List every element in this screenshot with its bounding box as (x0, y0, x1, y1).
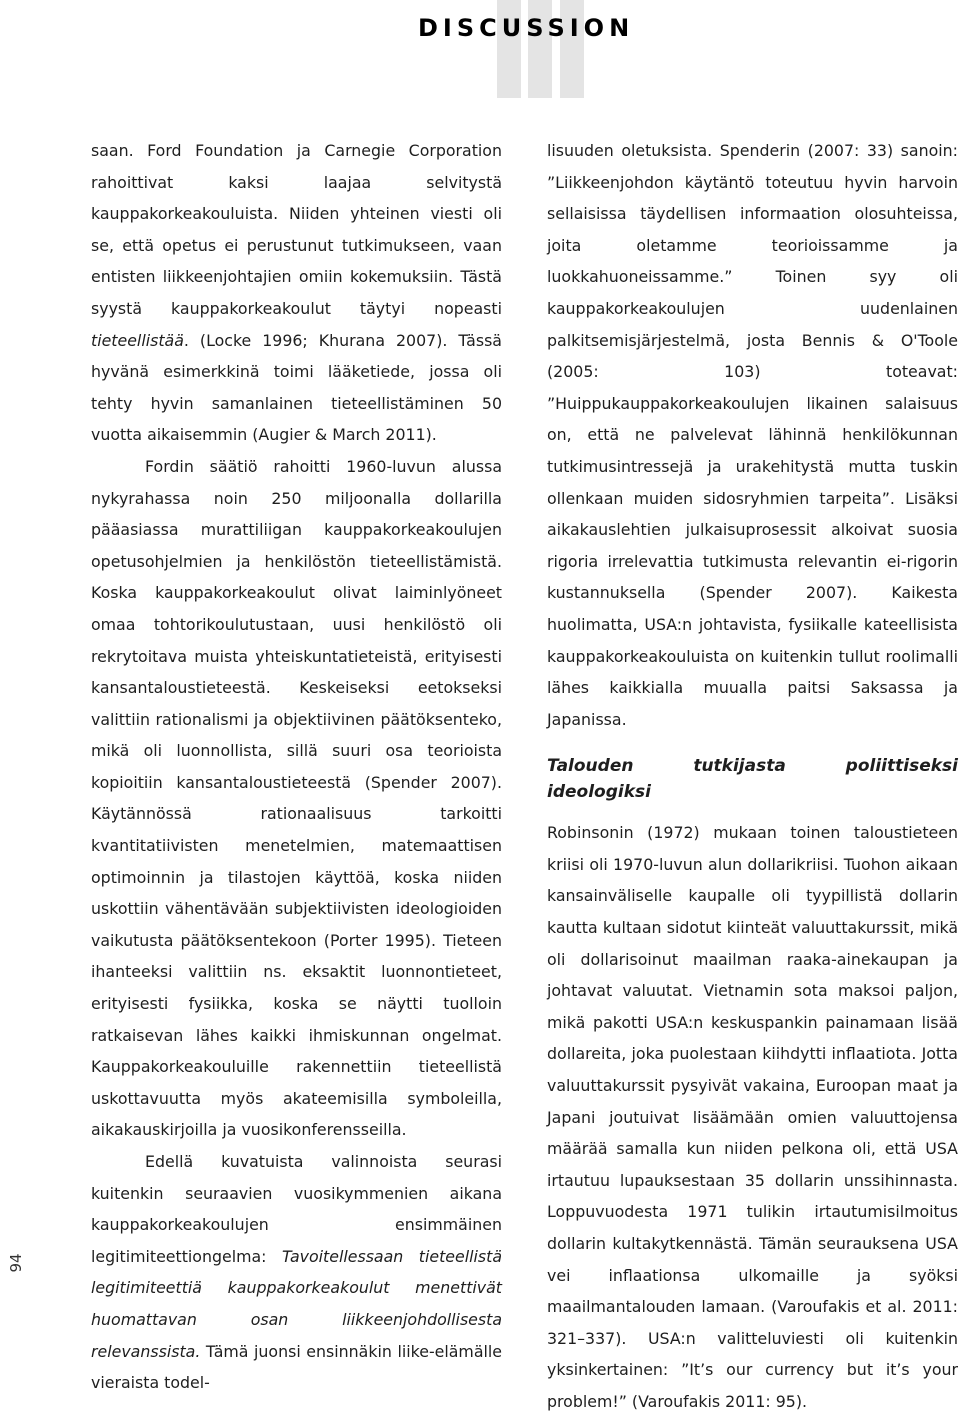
paragraph-text: Edellä kuvatuista valinnoista seurasi kuitenkin seuraavien vuosikymmenien aikana kauppakorkeakoulujen ensimmäinen legitimiteettiongelma: (91, 1152, 502, 1266)
left-column (91, 135, 502, 1399)
paragraph (91, 1146, 502, 1399)
paragraph: lisuuden oletuksista. Spenderin (2007: 33) sanoin: ”Liikkeenjohdon käytäntö toteutuu hyvin harvoin sellaisissa täydellisen informaation olosuhteissa, joita oletamme teorioissamme ja luokkahuoneissamme.” Toinen syy oli kauppakorkeakoulujen uudenlainen palkitsemisjärjestelmä, josta Bennis & O'Toole (2005: 103) toteavat: ”Huippukauppakorkeakoulujen likainen salaisuus on, että ne palvelevat lähinnä henkilökunnan tutkimusintressejä ja urakehitystä mutta tuskin ollenkaan muiden sidosryhmien tarpeita”. Lisäksi aikakauslehtien julkaisuprosessit alkoivat suosia rigoria irrelevattia tutkimusta relevantin ei-rigorin kustannuksella (Spender 2007). Kaikesta huolimatta, USA:n johtavista, fysiikalle kateellisista kauppakorkeakouluista on kuitenkin tullut roolimalli lähes kaikkialla muualla paitsi Saksassa ja Japanissa. (547, 141, 958, 729)
section-title: DISCUSSION (418, 14, 635, 42)
paragraph-text: saan. Ford Foundation ja Carnegie Corporation rahoittivat kaksi laajaa selvitystä kauppakorkeakouluista. Niiden yhteinen viesti oli se, että opetus ei perustunut tutkimukseen, vaan entisten liikkeenjohtajien omiin kokemuksiin. Tästä syystä kauppakorkeakoulut täytyi nopeasti (91, 141, 502, 318)
emphasis-text: Tavoitellessaan tieteellistä legitimiteettiä kauppakorkeakoulut menettivät huomattavan osan liikkeenjohdollisesta relevanssista. (91, 1246, 502, 1361)
paragraph: Robinsonin (1972) mukaan toinen taloustieteen kriisi oli 1970-luvun alun dollarikriisi. Tuohon aikaan kansainväliselle kaupalle oli tyypillistä dollarin kautta kultaan sidotut kiinteät valuuttakurssit, mikä oli dollarisoinut maailman raaka-ainekaupan ja johtavat valuutat. Vietnamin sota maksoi paljon, mikä pakotti USA:n keskuspankin painamaan lisää dollareita, joka puolestaan kiihdytti inflaatiota. Jotta valuuttakurssit pysyivät vakaina, Euroopan maat ja Japani joutuivat lisäämään omien valuuttojensa määrää samalla kun niiden pelkona oli, että USA irtautuu lupauksestaan 35 dollarin unssihinnasta. Loppuvuodesta 1971 tulikin irtautumisilmoitus dollarin kultakytkennästä. Tämän seurauksena USA vei inflaationsa ulkomaille ja syöksi maailmantalouden lamaan. (Varoufakis et al. 2011: 321–337). USA:n valitteluviesti oli kuitenkin yksinkertainen: ”It’s our currency but it’s your problem!” (Varoufakis 2011: 95). (547, 823, 958, 1411)
emphasis-text: tieteellistää (91, 330, 184, 350)
page-number: 94 (7, 1253, 25, 1273)
paragraph (91, 135, 502, 451)
paragraph-text: Tämä juonsi ensinnäkin liike-elämälle vieraista todel- (91, 1341, 502, 1393)
right-column (547, 135, 958, 1418)
paragraph: Fordin säätiö rahoitti 1960-luvun alussa nykyrahassa noin 250 miljoonalla dollarilla pääasiassa murattiliigan kauppakorkeakoulujen opetusohjelmien ja henkilöstön tieteellistämistä. Koska kauppakorkeakoulut olivat laiminlyöneet omaa tohtorikoulutustaan, uusi henkilöstö oli rekrytoitava muista yhteiskuntatieteistä, erityisesti kansantaloustieteestä. Keskeiseksi eetokseksi valittiin rationalismi ja objektiivinen päätöksenteko, mikä oli luonnollista, sillä suuri osa teorioista kopioitiin kansantaloustieteestä (Spender 2007). Käytännössä rationaalisuus tarkoitti kvantitatiivisten menetelmien, matemaattisen optimoinnin ja tilastojen käyttöä, koska niiden uskottiin vähentävään subjektiivisten ideologioiden vaikutusta päätöksentekoon (Porter 1995). Tieteen ihanteeksi valittiin ns. eksaktit luonnontieteet, erityisesti fysiikka, koska se näytti tuolloin ratkaisevan lähes kaikki ihmiskunnan ongelmat. Kauppakorkeakouluille rakennettiin tieteellistä uskottavuutta myös akateemisilla symboleilla, aikakauskirjoilla ja vuosikonferensseilla. (91, 456, 502, 1140)
paragraph-text: . (Locke 1996; Khurana 2007). Tässä hyvänä esimerkkinä toimi lääketiede, jossa oli tehty hyvin samanlainen tieteellistäminen 50 vuotta aikaisemmin (Augier & March 2011). (91, 330, 502, 445)
section-heading: Talouden tutkijasta poliittiseksi ideologiksi (547, 756, 958, 803)
